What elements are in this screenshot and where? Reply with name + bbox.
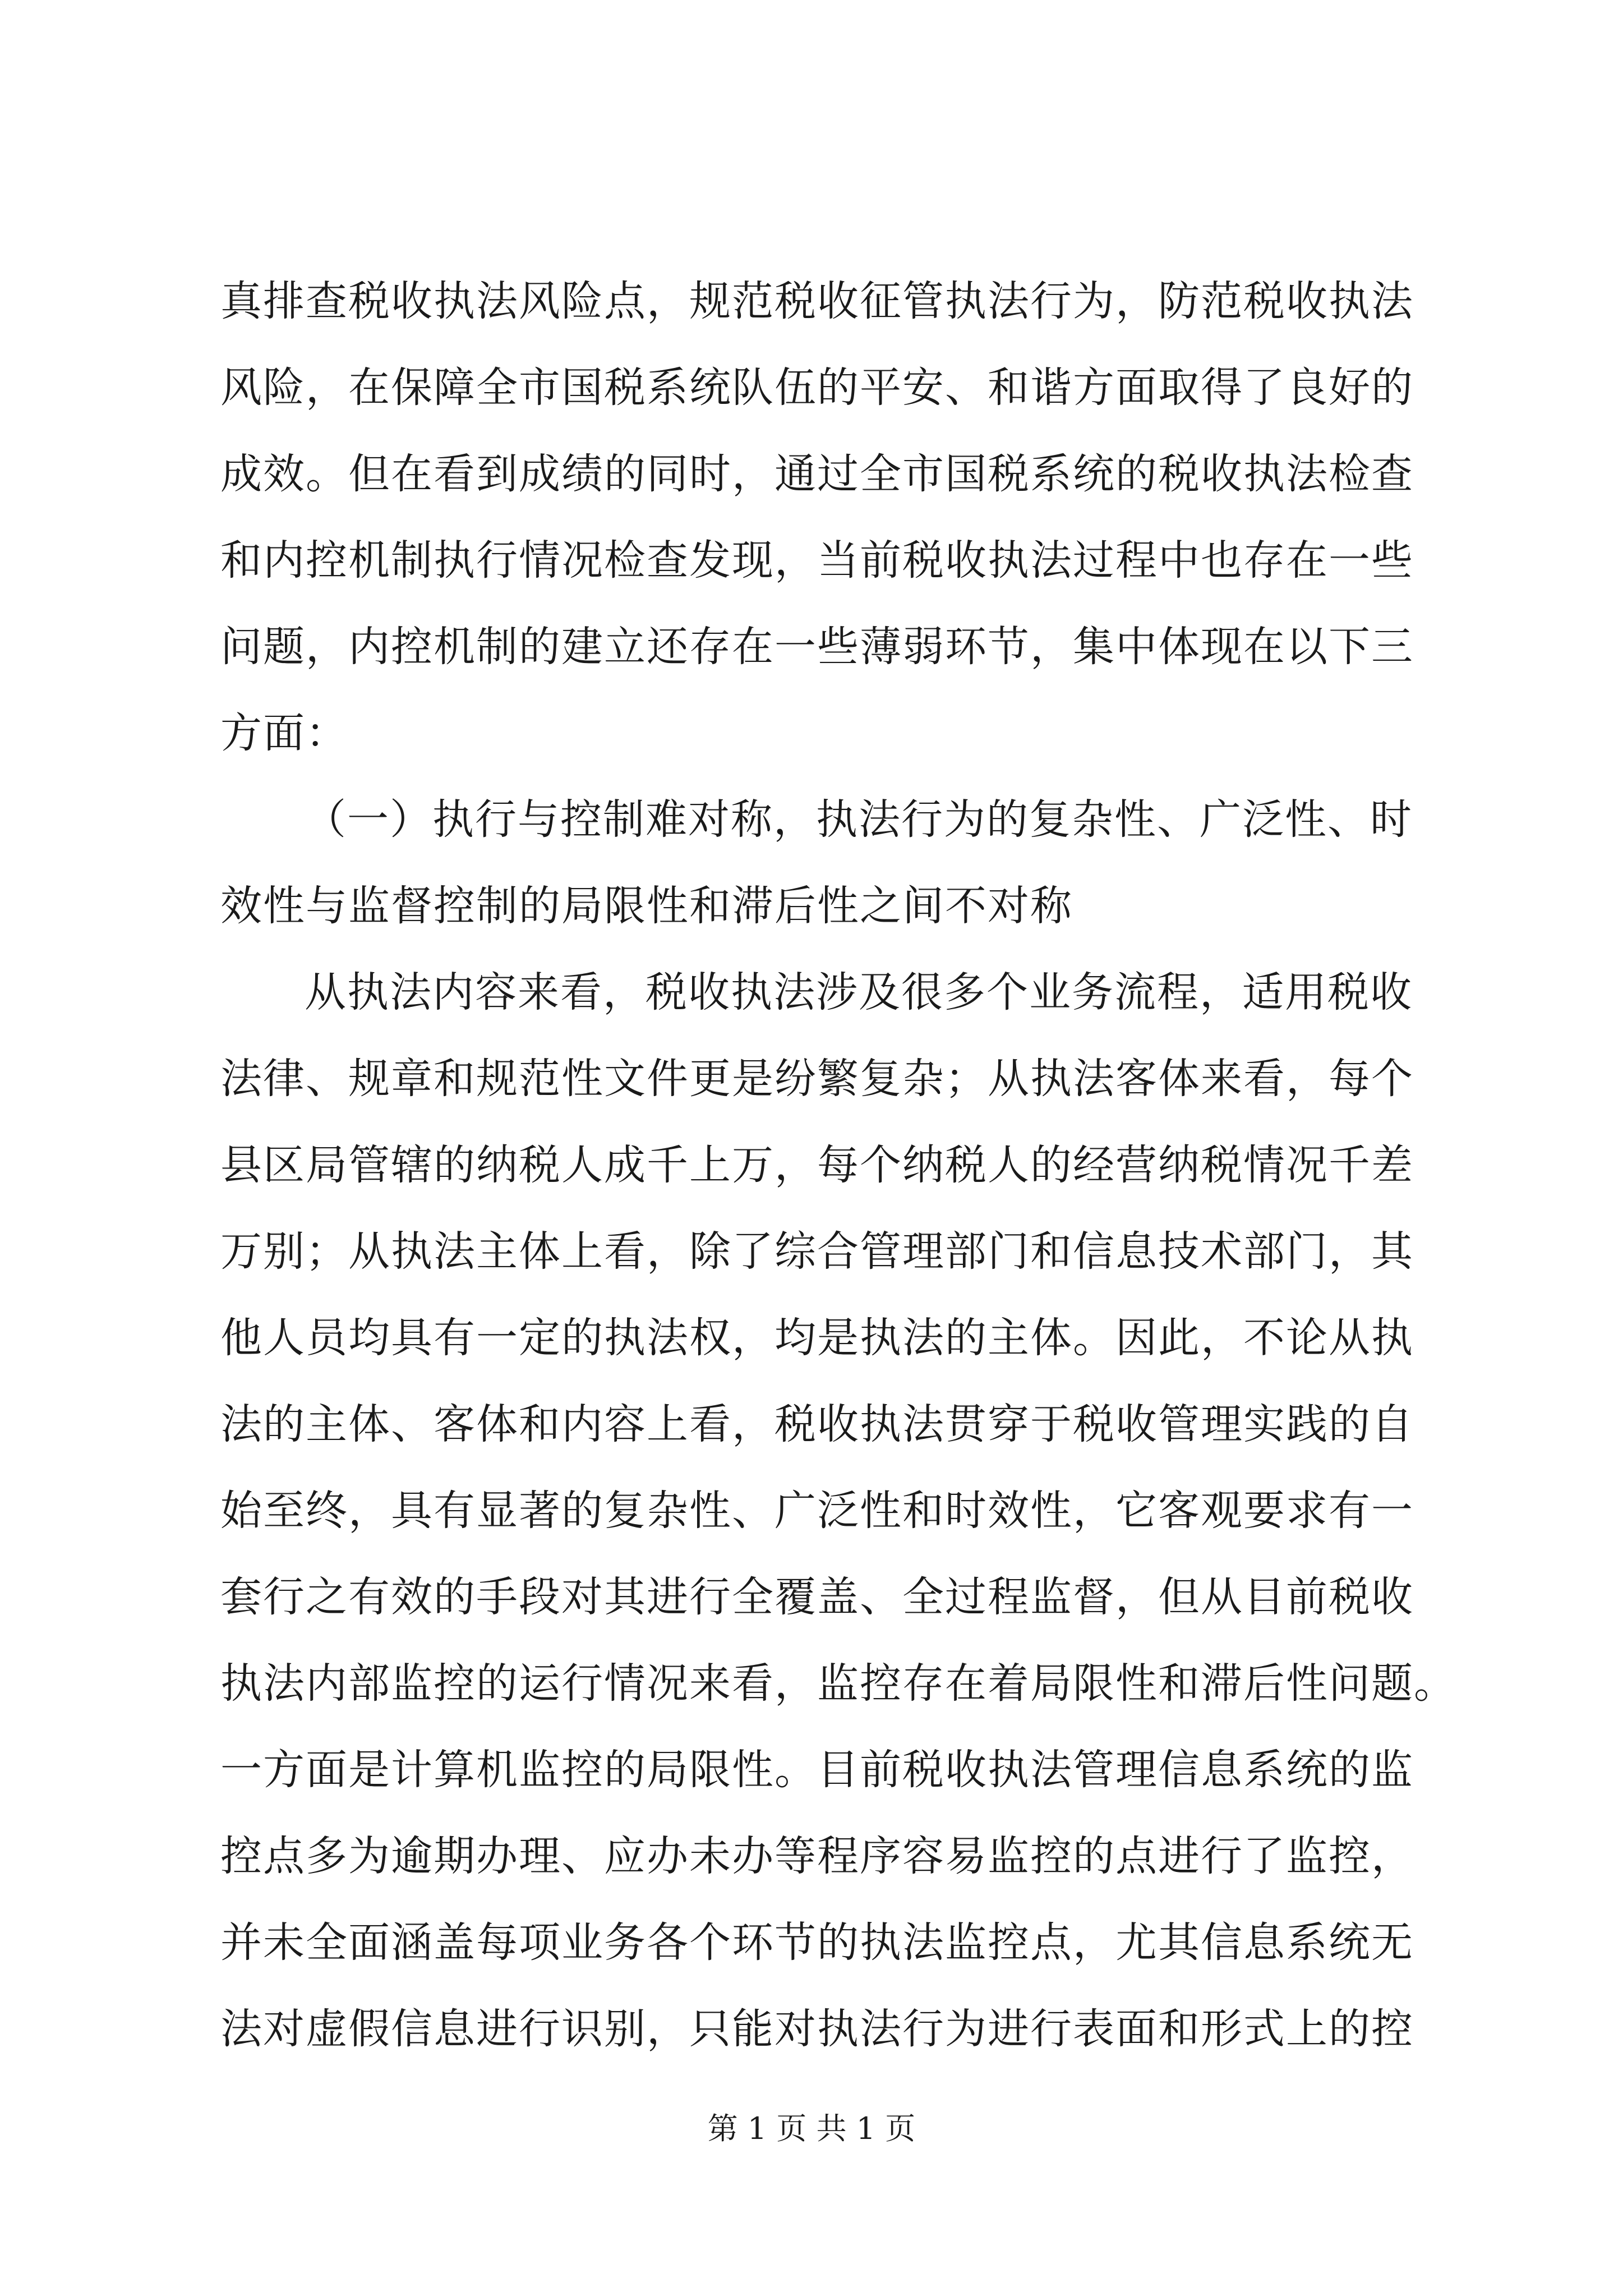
text-line: 始至终，具有显著的复杂性、广泛性和时效性，它客观要求有一 xyxy=(220,1487,1414,1535)
text-line: 套行之有效的手段对其进行全覆盖、全过程监督，但从目前税收 xyxy=(220,1573,1414,1621)
text-line: 万别；从执法主体上看，除了综合管理部门和信息技术部门，其 xyxy=(220,1227,1414,1276)
document-body xyxy=(220,258,1456,2072)
text-line: 从执法内容来看，税收执法涉及很多个业务流程，适用税收 xyxy=(305,968,1413,1016)
text-line: 法律、规章和规范性文件更是纷繁复杂；从执法客体来看，每个 xyxy=(220,1055,1414,1103)
text-line: 他人员均具有一定的执法权，均是执法的主体。因此，不论从执 xyxy=(220,1314,1414,1362)
text-line: 县区局管辖的纳税人成千上万，每个纳税人的经营纳税情况千差 xyxy=(220,1141,1414,1189)
text-line: 和内控机制执行情况检查发现，当前税收执法过程中也存在一些 xyxy=(220,536,1414,585)
text-line: 方面： xyxy=(220,709,348,757)
page-footer: 第 1 页 共 1 页 xyxy=(707,2111,916,2146)
text-line: 一方面是计算机监控的局限性。目前税收执法管理信息系统的监 xyxy=(220,1746,1414,1794)
text-line: 效性与监督控制的局限性和滞后性之间不对称 xyxy=(220,882,1073,930)
text-line: （一）执行与控制难对称，执法行为的复杂性、广泛性、时 xyxy=(305,795,1413,844)
text-line: 并未全面涵盖每项业务各个环节的执法监控点，尤其信息系统无 xyxy=(220,1918,1414,1967)
text-line: 法的主体、客体和内容上看，税收执法贯穿于税收管理实践的自 xyxy=(220,1400,1414,1448)
text-line: 成效。但在看到成绩的同时，通过全市国税系统的税收执法检查 xyxy=(220,450,1414,498)
text-line: 问题，内控机制的建立还存在一些薄弱环节，集中体现在以下三 xyxy=(220,623,1414,671)
text-line: 风险，在保障全市国税系统队伍的平安、和谐方面取得了良好的 xyxy=(220,364,1414,412)
text-line: 控点多为逾期办理、应办未办等程序容易监控的点进行了监控， xyxy=(220,1832,1414,1880)
text-line: 真排查税收执法风险点，规范税收征管执法行为，防范税收执法 xyxy=(220,277,1414,325)
text-line: 执法内部监控的运行情况来看，监控存在着局限性和滞后性问题。 xyxy=(220,1659,1456,1708)
text-line: 法对虚假信息进行识别，只能对执法行为进行表面和形式上的控 xyxy=(220,2005,1414,2053)
